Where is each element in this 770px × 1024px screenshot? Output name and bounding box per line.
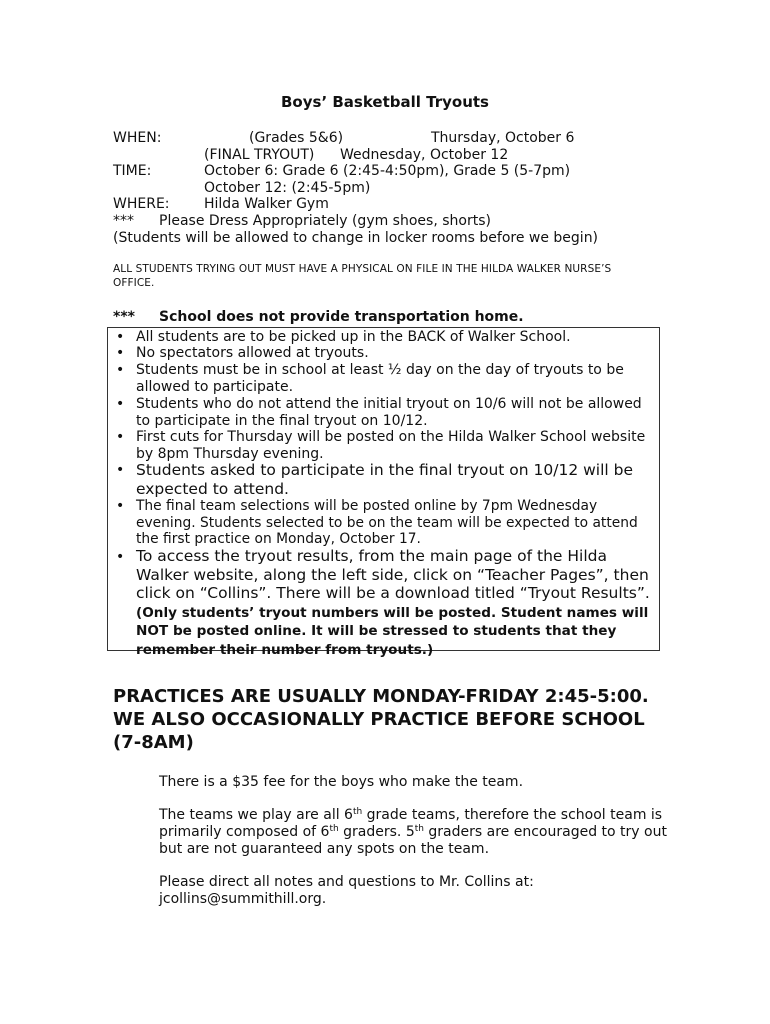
tryout-results-instructions: To access the tryout results, from the main page of the Hilda Walker website, along the left side, click on “Teacher Pages”, then click on “Collins”. There will be a download titled “Tryout Results”. bbox=[136, 547, 650, 602]
teams-sup-2: th bbox=[329, 824, 339, 834]
teams-text-2: grade teams, therefore the school team is primarily composed of 6 bbox=[159, 807, 663, 840]
list-item: Students must be in school at least ½ day on the day of tryouts to be allowed to participate. bbox=[136, 362, 624, 395]
time-line-1: October 6: Grade 6 (2:45-4:50pm), Grade 5 (5-7pm) bbox=[204, 163, 571, 179]
time-label: TIME: bbox=[113, 163, 152, 179]
contact-line: Please direct all notes and questions to Mr. Collins at: bbox=[159, 874, 534, 890]
rules-list bbox=[107, 327, 660, 658]
dress-note: Please Dress Appropriately (gym shoes, shorts) bbox=[159, 213, 491, 229]
teams-text-1: The teams we play are all 6 bbox=[159, 807, 353, 823]
teams-text-3: graders. 5 bbox=[338, 824, 415, 840]
list-item: No spectators allowed at tryouts. bbox=[136, 345, 369, 361]
physical-note-line-2: OFFICE. bbox=[113, 277, 155, 289]
time-line-2: October 12: (2:45-5pm) bbox=[204, 180, 371, 196]
when-label: WHEN: bbox=[113, 130, 162, 146]
dress-stars: *** bbox=[113, 213, 134, 229]
page-title: Boys’ Basketball Tryouts bbox=[281, 93, 489, 111]
practices-heading: PRACTICES ARE USUALLY MONDAY-FRIDAY 2:45-5:00. WE ALSO OCCASIONALLY PRACTICE BEFORE SCHOOL (7-8AM) bbox=[113, 686, 649, 753]
where-value: Hilda Walker Gym bbox=[204, 196, 329, 212]
when-date-1: Thursday, October 6 bbox=[431, 130, 575, 146]
bullet-marker: • bbox=[116, 362, 125, 378]
bullet-marker: • bbox=[116, 498, 125, 514]
where-label: WHERE: bbox=[113, 196, 170, 212]
teams-note bbox=[159, 807, 669, 858]
physical-note-line-1: ALL STUDENTS TRYING OUT MUST HAVE A PHYSICAL ON FILE IN THE HILDA WALKER NURSE’S bbox=[113, 263, 612, 275]
fee-note: There is a $35 fee for the boys who make the team. bbox=[159, 774, 524, 790]
transport-stars: *** bbox=[113, 309, 135, 325]
tryout-numbers-note: (Only students’ tryout numbers will be posted. Student names will NOT be posted online. It will be stressed to students that they remember their number from tryouts.) bbox=[136, 604, 649, 658]
bullet-marker: • bbox=[116, 396, 125, 412]
when-final-tryout: (FINAL TRYOUT) bbox=[204, 147, 315, 163]
list-item bbox=[136, 547, 658, 658]
when-grades: (Grades 5&6) bbox=[249, 130, 344, 146]
bullet-marker: • bbox=[116, 429, 125, 445]
bullet-marker: • bbox=[116, 549, 125, 565]
teams-text-4: graders are encouraged to try out but are not guaranteed any spots on the team. bbox=[159, 824, 667, 857]
locker-note: (Students will be allowed to change in locker rooms before we begin) bbox=[113, 230, 599, 246]
when-date-2: Wednesday, October 12 bbox=[340, 147, 509, 163]
list-item: The final team selections will be posted online by 7pm Wednesday evening. Students selected to be on the team will be expected to attend the first practice on Monday, October 17. bbox=[136, 498, 638, 547]
transport-note: School does not provide transportation home. bbox=[159, 309, 524, 325]
teams-sup-1: th bbox=[352, 807, 363, 817]
teams-sup-3: th bbox=[414, 824, 424, 834]
contact-email: jcollins@summithill.org. bbox=[159, 891, 327, 907]
list-item: First cuts for Thursday will be posted on the Hilda Walker School website by 8pm Thursday evening. bbox=[136, 429, 646, 462]
bullet-marker: • bbox=[116, 329, 125, 345]
list-item: Students who do not attend the initial tryout on 10/6 will not be allowed to participate in the final tryout on 10/12. bbox=[136, 396, 642, 429]
bullet-marker: • bbox=[116, 462, 125, 478]
list-item: All students are to be picked up in the BACK of Walker School. bbox=[136, 329, 571, 345]
list-item: Students asked to participate in the final tryout on 10/12 will be expected to attend. bbox=[136, 461, 634, 498]
bullet-marker: • bbox=[116, 345, 125, 361]
